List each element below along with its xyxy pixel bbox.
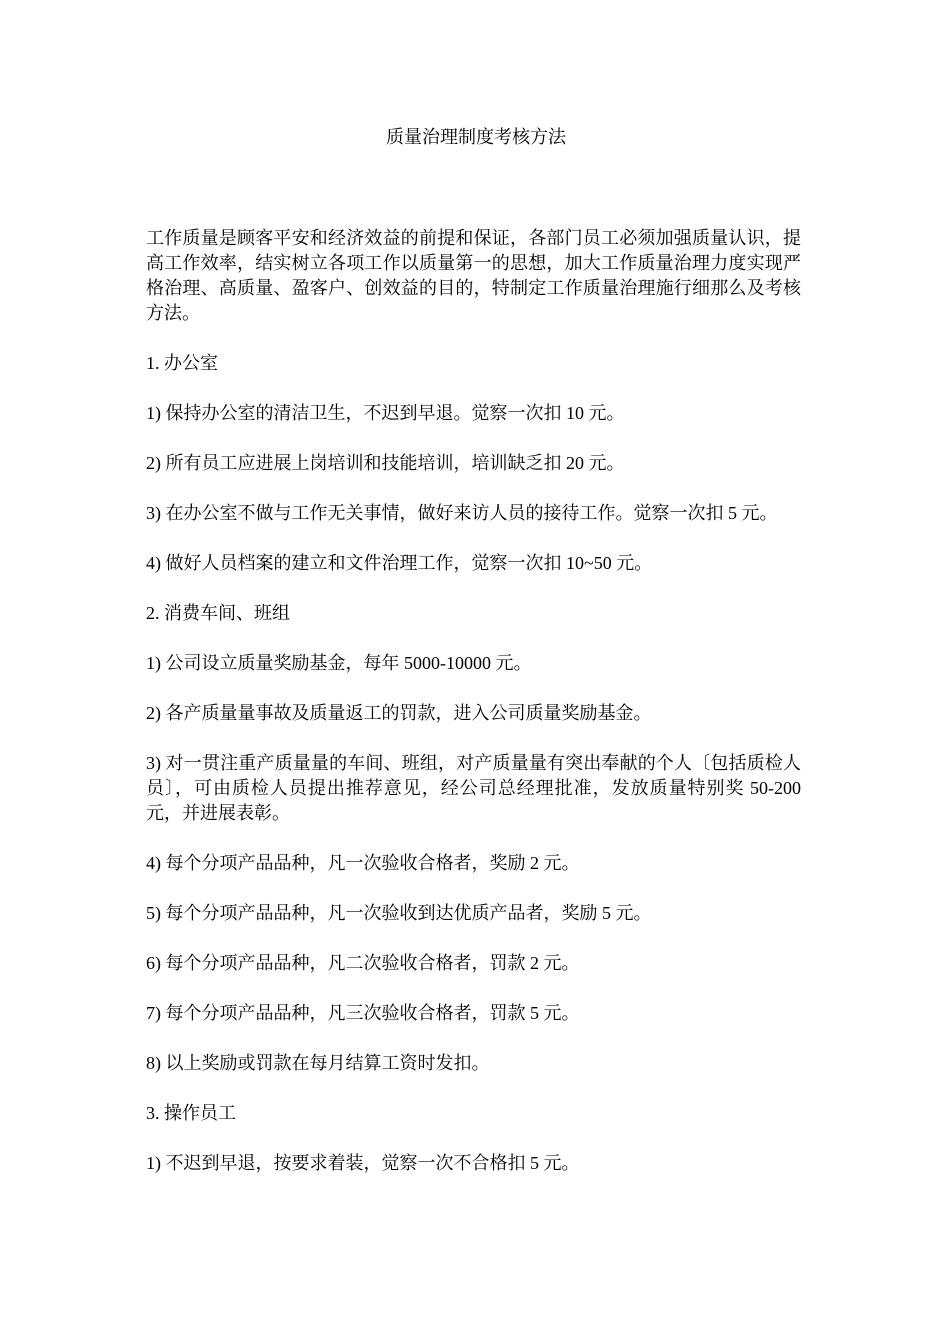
office-rule-1: 1) 保持办公室的清洁卫生，不迟到早退。觉察一次扣 10 元。 (146, 403, 625, 423)
workshop-rule-3: 3) 对一贯注重产质量量的车间、班组，对产质量量有突出奉献的个人〔包括质检人员〕，可由质检人员提出推荐意见，经公司总经理批准，发放质量特别奖 50-200 元，并进展表彰。 (146, 753, 801, 823)
section-heading-workshop: 2. 消费车间、班组 (146, 603, 290, 623)
section-heading-operators: 3. 操作员工 (146, 1103, 236, 1123)
intro-paragraph: 工作质量是顾客平安和经济效益的前提和保证，各部门员工必须加强质量认识，提高工作效率，结实树立各项工作以质量第一的思想，加大工作质量治理力度实现严格治理、高质量、盈客户、创效益的目的，特制定工作质量治理施行细那么及考核方法。 (146, 228, 801, 323)
workshop-rule-2: 2) 各产质量量事故及质量返工的罚款，进入公司质量奖励基金。 (146, 703, 652, 723)
section-heading-office: 1. 办公室 (146, 353, 218, 373)
office-rule-2: 2) 所有员工应进展上岗培训和技能培训，培训缺乏扣 20 元。 (146, 453, 625, 473)
office-rule-3: 3) 在办公室不做与工作无关事情，做好来访人员的接待工作。觉察一次扣 5 元。 (146, 503, 778, 523)
workshop-rule-6: 6) 每个分项产品品种，凡二次验收合格者，罚款 2 元。 (146, 953, 580, 973)
workshop-rule-1: 1) 公司设立质量奖励基金，每年 5000-10000 元。 (146, 653, 532, 673)
document-body (146, 226, 801, 1201)
workshop-rule-5: 5) 每个分项产品品种，凡一次验收到达优质产品者，奖励 5 元。 (146, 903, 652, 923)
workshop-rule-7: 7) 每个分项产品品种，凡三次验收合格者，罚款 5 元。 (146, 1003, 580, 1023)
office-rule-4: 4) 做好人员档案的建立和文件治理工作，觉察一次扣 10~50 元。 (146, 553, 653, 573)
operator-rule-1: 1) 不迟到早退，按要求着装，觉察一次不合格扣 5 元。 (146, 1153, 580, 1173)
workshop-rule-8: 8) 以上奖励或罚款在每月结算工资时发扣。 (146, 1053, 490, 1073)
workshop-rule-4: 4) 每个分项产品品种，凡一次验收合格者，奖励 2 元。 (146, 853, 580, 873)
document-title: 质量治理制度考核方法 (386, 127, 566, 147)
